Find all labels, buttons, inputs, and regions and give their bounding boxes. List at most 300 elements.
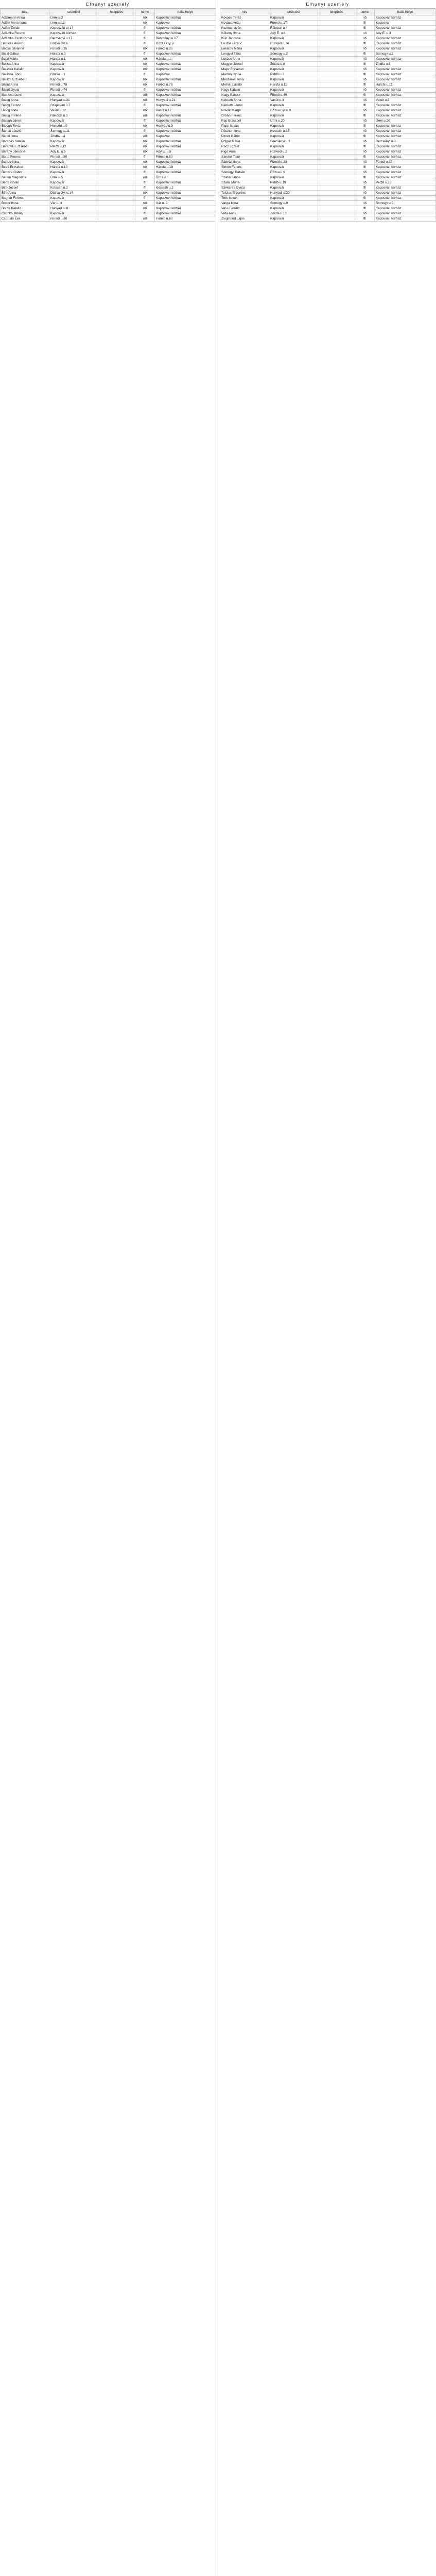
table-cell: Zöldfa u.4	[49, 134, 98, 139]
table-row	[1, 82, 216, 88]
table-cell: Kaposvár	[269, 216, 318, 222]
table-cell: nő	[135, 160, 155, 165]
table-cell	[318, 134, 355, 139]
table-cell	[98, 93, 135, 98]
table-row	[220, 46, 436, 52]
table-row	[220, 170, 436, 175]
header-row	[1, 9, 216, 15]
table-cell	[318, 26, 355, 31]
table-cell: Bajai Mária	[1, 57, 49, 62]
table-cell: Füredi u.78	[155, 82, 216, 88]
table-cell: Ürmi u.5	[155, 175, 216, 180]
table-cell: Kaposvár	[155, 21, 216, 26]
table-cell: Kaposvár	[269, 165, 318, 170]
table-row	[1, 206, 216, 211]
table-cell: Kaposvári kórház	[375, 77, 436, 82]
table-cell: ffi	[355, 93, 375, 98]
table-cell: Zöldfa u.12	[269, 211, 318, 216]
table-cell: Balog Anna	[1, 98, 49, 103]
table-cell: Füredi u.33	[269, 160, 318, 165]
table-cell: Ady E. u.5	[155, 149, 216, 155]
table-cell	[318, 211, 355, 216]
table-cell: Zöldfa u.8	[269, 62, 318, 67]
table-cell: Marton Gyula	[220, 72, 269, 77]
table-cell: Kaposvári út 14	[49, 26, 98, 31]
table-cell: Kaposvári kórház	[155, 160, 216, 165]
table-cell: ffi	[355, 82, 375, 88]
table-cell: Kaposvár	[269, 155, 318, 160]
table-cell	[318, 206, 355, 211]
table-cell: Bercsényi u.17	[155, 36, 216, 41]
table-cell: Kaposvári kórház	[155, 31, 216, 36]
table-cell: Kaposvár	[49, 180, 98, 185]
table-cell: Kaposvár	[269, 175, 318, 180]
table-cell: Kaposvár	[49, 93, 98, 98]
table-cell: Bodor Ilona	[1, 201, 49, 206]
table-cell: Kaposvári kórház	[375, 93, 436, 98]
table-cell: Benkő Magdolna	[1, 175, 49, 180]
table-cell: Vida Anna	[220, 211, 269, 216]
table-cell	[98, 160, 135, 165]
table-row	[220, 144, 436, 149]
table-cell: Kaposvár	[269, 185, 318, 191]
table-cell: Magyar József	[220, 62, 269, 67]
table-cell: Balogh János	[1, 118, 49, 124]
table-cell: Kaposvári kórház	[375, 155, 436, 160]
table-cell	[318, 88, 355, 93]
table-cell: Hársfa u.11	[269, 82, 318, 88]
table-row	[1, 118, 216, 124]
table-cell: Füredi u.78	[49, 82, 98, 88]
table-cell: ffi	[135, 36, 155, 41]
table-cell: Rácz József	[220, 144, 269, 149]
table-cell: Rózsa u.1	[49, 72, 98, 77]
table-cell: nő	[135, 124, 155, 129]
table-cell: ffi	[135, 170, 155, 175]
table-cell	[98, 21, 135, 26]
table-cell: Kaposvári kórház	[155, 26, 216, 31]
table-cell: Kaposvár	[49, 118, 98, 124]
table-row	[220, 36, 436, 41]
table-cell	[318, 46, 355, 52]
table-cell: Petőfi u.19	[269, 180, 318, 185]
table-cell: Hunyadi u.21	[155, 98, 216, 103]
table-cell: ffi	[135, 129, 155, 134]
table-cell: Kaposvári kórház	[155, 211, 216, 216]
table-cell: Petőfi u.12	[49, 144, 98, 149]
table-cell: ffi	[355, 52, 375, 57]
table-cell: Hunyadi u.30	[269, 191, 318, 196]
table-row	[1, 36, 216, 41]
table-cell	[318, 52, 355, 57]
table-cell: nő	[135, 77, 155, 82]
table-cell: Kaposvári kórház	[155, 67, 216, 72]
table-cell: Baksa Anna	[1, 62, 49, 67]
table-cell: nő	[135, 15, 155, 21]
table-cell: Füredi u.33	[375, 160, 436, 165]
table-row	[220, 216, 436, 222]
table-row	[220, 191, 436, 196]
table-cell: Kossuth u.2	[49, 185, 98, 191]
table-row	[1, 185, 216, 191]
table-cell: Hunyadi u.21	[49, 98, 98, 103]
table-cell: Kozma István	[220, 26, 269, 31]
table-cell: ffi	[135, 41, 155, 46]
table-cell: ffi	[135, 103, 155, 108]
table-cell	[98, 118, 135, 124]
table-cell: Vasút u.3	[375, 98, 436, 103]
table-cell: ffi	[355, 134, 375, 139]
table-cell: Kaposvári kórház	[155, 88, 216, 93]
table-cell	[98, 129, 135, 134]
table-cell: Csonka Mihály	[1, 211, 49, 216]
table-row	[1, 201, 216, 206]
table-cell: Hársfa u.19	[155, 165, 216, 170]
table-cell: nő	[355, 77, 375, 82]
table-cell: ffi	[355, 103, 375, 108]
table-row	[220, 206, 436, 211]
table-cell	[98, 108, 135, 113]
table-cell: Kaposvár	[269, 77, 318, 82]
table-cell	[318, 113, 355, 118]
table-cell	[318, 103, 355, 108]
table-cell: nő	[135, 113, 155, 118]
table-cell: Pásztor Ilona	[220, 129, 269, 134]
table-cell: Ady E. u.3	[375, 31, 436, 36]
table-cell	[98, 180, 135, 185]
table-row	[1, 139, 216, 144]
table-row	[1, 129, 216, 134]
table-cell: Németh János	[220, 103, 269, 108]
table-cell	[98, 62, 135, 67]
table-cell: ffi	[355, 155, 375, 160]
table-cell: Nagy Katalin	[220, 88, 269, 93]
table-cell: Honvéd u.9	[155, 124, 216, 129]
table-cell: Rákóczi u.4	[269, 26, 318, 31]
table-cell: Hársfa u.1	[49, 57, 98, 62]
table-row	[1, 46, 216, 52]
table-cell: Füredi u.74	[49, 88, 98, 93]
table-cell: Balázs Erzsébet	[1, 77, 49, 82]
table-cell: Ürmi u.20	[269, 118, 318, 124]
panel-title: Elhunyt személy	[0, 0, 216, 9]
table-cell	[318, 155, 355, 160]
table-cell: Kaposvári kórház	[375, 67, 436, 72]
table-cell: nő	[135, 165, 155, 170]
table-cell: Ádám Anna Ilona	[1, 21, 49, 26]
table-cell: ffi	[355, 62, 375, 67]
table-cell: Kaposvári kórház	[155, 93, 216, 98]
table-cell: Vasút u.12	[49, 108, 98, 113]
table-cell	[318, 216, 355, 222]
table-row	[1, 170, 216, 175]
table-cell: Ádámka Zsolt Kornél	[1, 36, 49, 41]
table-cell: Somogy u.9	[269, 201, 318, 206]
table-cell: Major Erzsébet	[220, 67, 269, 72]
table-cell: Berta István	[1, 180, 49, 185]
table-cell: Balogh Teréz	[1, 124, 49, 129]
table-cell: nő	[135, 46, 155, 52]
table-row	[220, 21, 436, 26]
table-cell	[98, 149, 135, 155]
table-cell: Kaposvár	[375, 21, 436, 26]
table-cell: Ürmi u.12	[49, 21, 98, 26]
table-row	[1, 216, 216, 222]
table-cell: Balog Ferenc	[1, 103, 49, 108]
column-header: név	[220, 9, 269, 15]
table-cell	[318, 175, 355, 180]
table-cell: Kaposvári kórház	[375, 191, 436, 196]
table-cell: Kaposvár	[269, 57, 318, 62]
table-cell: Kaposvári kórház	[155, 103, 216, 108]
table-cell: Kaposvár	[49, 62, 98, 67]
table-cell: Kaposvár	[49, 77, 98, 82]
table-cell: nő	[135, 206, 155, 211]
table-cell: Ádám Zoltán	[1, 26, 49, 31]
table-cell: Kossuth u.2	[155, 185, 216, 191]
table-cell	[318, 165, 355, 170]
table-row	[220, 118, 436, 124]
table-cell: Kaposvári kórház	[155, 144, 216, 149]
table-cell	[98, 155, 135, 160]
table-cell: Bognár Ferenc	[1, 196, 49, 201]
table-cell	[98, 211, 135, 216]
table-cell	[318, 31, 355, 36]
table-cell: ffi	[355, 124, 375, 129]
table-cell: Kaposvár	[269, 15, 318, 21]
table-cell: Pintér Gábor	[220, 134, 269, 139]
table-cell	[98, 31, 135, 36]
table-cell	[318, 180, 355, 185]
table-cell: Kaposvári kórház	[375, 170, 436, 175]
table-cell: Balog Ilona	[1, 108, 49, 113]
table-row	[220, 67, 436, 72]
table-cell: Ürmi u.5	[49, 175, 98, 180]
table-row	[220, 26, 436, 31]
table-cell: Szalai Mária	[220, 180, 269, 185]
table-cell: Kaposvár	[269, 124, 318, 129]
table-cell	[98, 41, 135, 46]
table-cell	[98, 201, 135, 206]
table-cell	[98, 82, 135, 88]
table-row	[1, 52, 216, 57]
table-cell	[318, 196, 355, 201]
table-cell: ffi	[355, 113, 375, 118]
table-cell: ffi	[355, 165, 375, 170]
table-cell: Petőfi u.7	[269, 72, 318, 77]
table-cell: Kaposvári kórház	[155, 180, 216, 185]
table-cell: Kaposvár	[269, 113, 318, 118]
table-row	[220, 185, 436, 191]
table-cell	[318, 67, 355, 72]
table-cell: Kaposvári kórház	[155, 52, 216, 57]
table-cell	[318, 149, 355, 155]
table-cell: Kaposvár	[269, 88, 318, 93]
table-cell	[318, 93, 355, 98]
table-cell: Tóth István	[220, 196, 269, 201]
table-cell: Honvéd u.9	[49, 124, 98, 129]
table-cell: Bercsényi u.3	[375, 139, 436, 144]
table-row	[1, 155, 216, 160]
table-cell	[318, 191, 355, 196]
table-cell: Vár u. 3	[155, 201, 216, 206]
table-cell: ffi	[135, 180, 155, 185]
table-cell: Somogy u.11	[49, 129, 98, 134]
table-row	[1, 108, 216, 113]
table-row	[220, 93, 436, 98]
table-cell: Füredi u.60	[49, 216, 98, 222]
table-cell: Vár u. 3	[49, 201, 98, 206]
table-cell	[318, 62, 355, 67]
table-row	[220, 165, 436, 170]
table-cell: Hársfa u.9	[49, 52, 98, 57]
table-cell: Szekeres Gyula	[220, 185, 269, 191]
table-cell: nő	[355, 170, 375, 175]
table-cell: Kaposvár	[49, 67, 98, 72]
table-cell: Bartos Ilona	[1, 160, 49, 165]
table-cell: nő	[355, 88, 375, 93]
table-cell: Rigó Anna	[220, 149, 269, 155]
table-cell	[98, 67, 135, 72]
table-cell: Bajai Gábor	[1, 52, 49, 57]
table-cell: Kossuth u.15	[269, 129, 318, 134]
table-cell: Kaposvári kórház	[155, 191, 216, 196]
table-row	[220, 82, 436, 88]
table-cell: Bali Andrásné	[1, 93, 49, 98]
table-row	[220, 72, 436, 77]
table-row	[220, 196, 436, 201]
table-cell	[98, 139, 135, 144]
table-row	[220, 201, 436, 206]
table-cell: ffi	[355, 144, 375, 149]
table-cell: nő	[355, 211, 375, 216]
table-row	[220, 31, 436, 36]
table-cell: Kaposvári kórház	[155, 170, 216, 175]
table-cell: Kaposvári kórház	[375, 144, 436, 149]
table-cell: ffi	[135, 52, 155, 57]
table-cell: nő	[355, 15, 375, 21]
table-cell	[98, 98, 135, 103]
table-row	[1, 21, 216, 26]
table-cell: Bedő Erzsébet	[1, 165, 49, 170]
table-cell: Balog Imréné	[1, 113, 49, 118]
table-cell: nő	[355, 191, 375, 196]
table-cell: Honvéd u.14	[269, 41, 318, 46]
table-row	[1, 196, 216, 201]
table-cell	[318, 82, 355, 88]
table-cell: nő	[135, 149, 155, 155]
table-cell: nő	[135, 201, 155, 206]
table-cell: Zsigmond Lajos	[220, 216, 269, 222]
table-cell: Szigetvári u.7	[49, 103, 98, 108]
table-row	[1, 67, 216, 72]
table-cell: ffi	[355, 185, 375, 191]
table-cell: Kaposvári kórház	[375, 103, 436, 108]
table-cell: Pap Erzsébet	[220, 118, 269, 124]
table-cell	[318, 139, 355, 144]
table-cell: Vasút u.3	[269, 98, 318, 103]
table-cell: Hunyadi u.8	[49, 206, 98, 211]
table-row	[220, 77, 436, 82]
table-cell	[318, 15, 355, 21]
table-cell: Kaposvári kórház	[155, 206, 216, 211]
table-cell: Dózsa Gy. u.	[49, 41, 98, 46]
table-row	[220, 134, 436, 139]
table-cell: nő	[355, 31, 375, 36]
table-cell: Lengyel Tibor	[220, 52, 269, 57]
table-row	[1, 211, 216, 216]
table-cell: nő	[135, 57, 155, 62]
table-cell: Kaposvári kórház	[155, 62, 216, 67]
table-cell: Kaposvári kórház	[375, 134, 436, 139]
table-cell: Bánfai László	[1, 129, 49, 134]
table-row	[220, 62, 436, 67]
table-cell: Kaposvári kórház	[155, 15, 216, 21]
table-cell: Lukács Anna	[220, 57, 269, 62]
table-cell: Vass Ferenc	[220, 206, 269, 211]
table-cell: Kaposvár	[269, 103, 318, 108]
table-cell: Lakatos Mária	[220, 46, 269, 52]
table-row	[220, 108, 436, 113]
table-cell: Füredi u.50	[155, 155, 216, 160]
table-cell: ffi	[355, 196, 375, 201]
table-cell: Csordás Éva	[1, 216, 49, 222]
table-cell: Füredi u.17	[269, 21, 318, 26]
table-row	[1, 144, 216, 149]
table-cell	[318, 57, 355, 62]
table-cell: Simon Ferenc	[220, 165, 269, 170]
table-cell: nő	[135, 82, 155, 88]
table-cell: Kaposvári kórház	[375, 175, 436, 180]
table-cell: Bercsényi u.3	[269, 139, 318, 144]
table-cell: Kaposvári kórház	[375, 196, 436, 201]
table-cell: Barta Ferenc	[1, 155, 49, 160]
table-cell: Szabó János	[220, 175, 269, 180]
table-cell: Ádámka Ferenc	[1, 31, 49, 36]
table-cell	[98, 26, 135, 31]
table-row	[220, 129, 436, 134]
table-cell: nő	[355, 139, 375, 144]
table-row	[220, 149, 436, 155]
table-cell	[318, 72, 355, 77]
table-cell: nő	[355, 129, 375, 134]
table-cell: ffi	[135, 211, 155, 216]
table-cell: Kaposvári kórház	[375, 216, 436, 222]
table-cell	[98, 191, 135, 196]
table-cell: Kaposvári kórház	[375, 108, 436, 113]
table-cell: Kaposvári kórház	[375, 185, 436, 191]
table-cell	[98, 77, 135, 82]
table-cell: Zöldfa u.8	[375, 62, 436, 67]
table-cell: Németh Anna	[220, 98, 269, 103]
table-cell: Kaposvári kórház	[375, 15, 436, 21]
table-cell: ffi	[355, 206, 375, 211]
table-cell	[98, 165, 135, 170]
column-header: név	[1, 9, 49, 15]
table-cell	[318, 108, 355, 113]
table-cell: Kaposvár	[49, 170, 98, 175]
table-cell	[98, 46, 135, 52]
table-cell: nő	[135, 93, 155, 98]
records-table	[0, 9, 216, 222]
table-cell	[318, 41, 355, 46]
table-cell: Rózsa u.6	[269, 170, 318, 175]
table-cell: Dózsa Gy. u.14	[49, 191, 98, 196]
table-cell: Kaposvári kórház	[375, 46, 436, 52]
table-cell	[98, 103, 135, 108]
table-cell: Varga Ilona	[220, 201, 269, 206]
table-cell: Kaposvári kórház	[375, 129, 436, 134]
